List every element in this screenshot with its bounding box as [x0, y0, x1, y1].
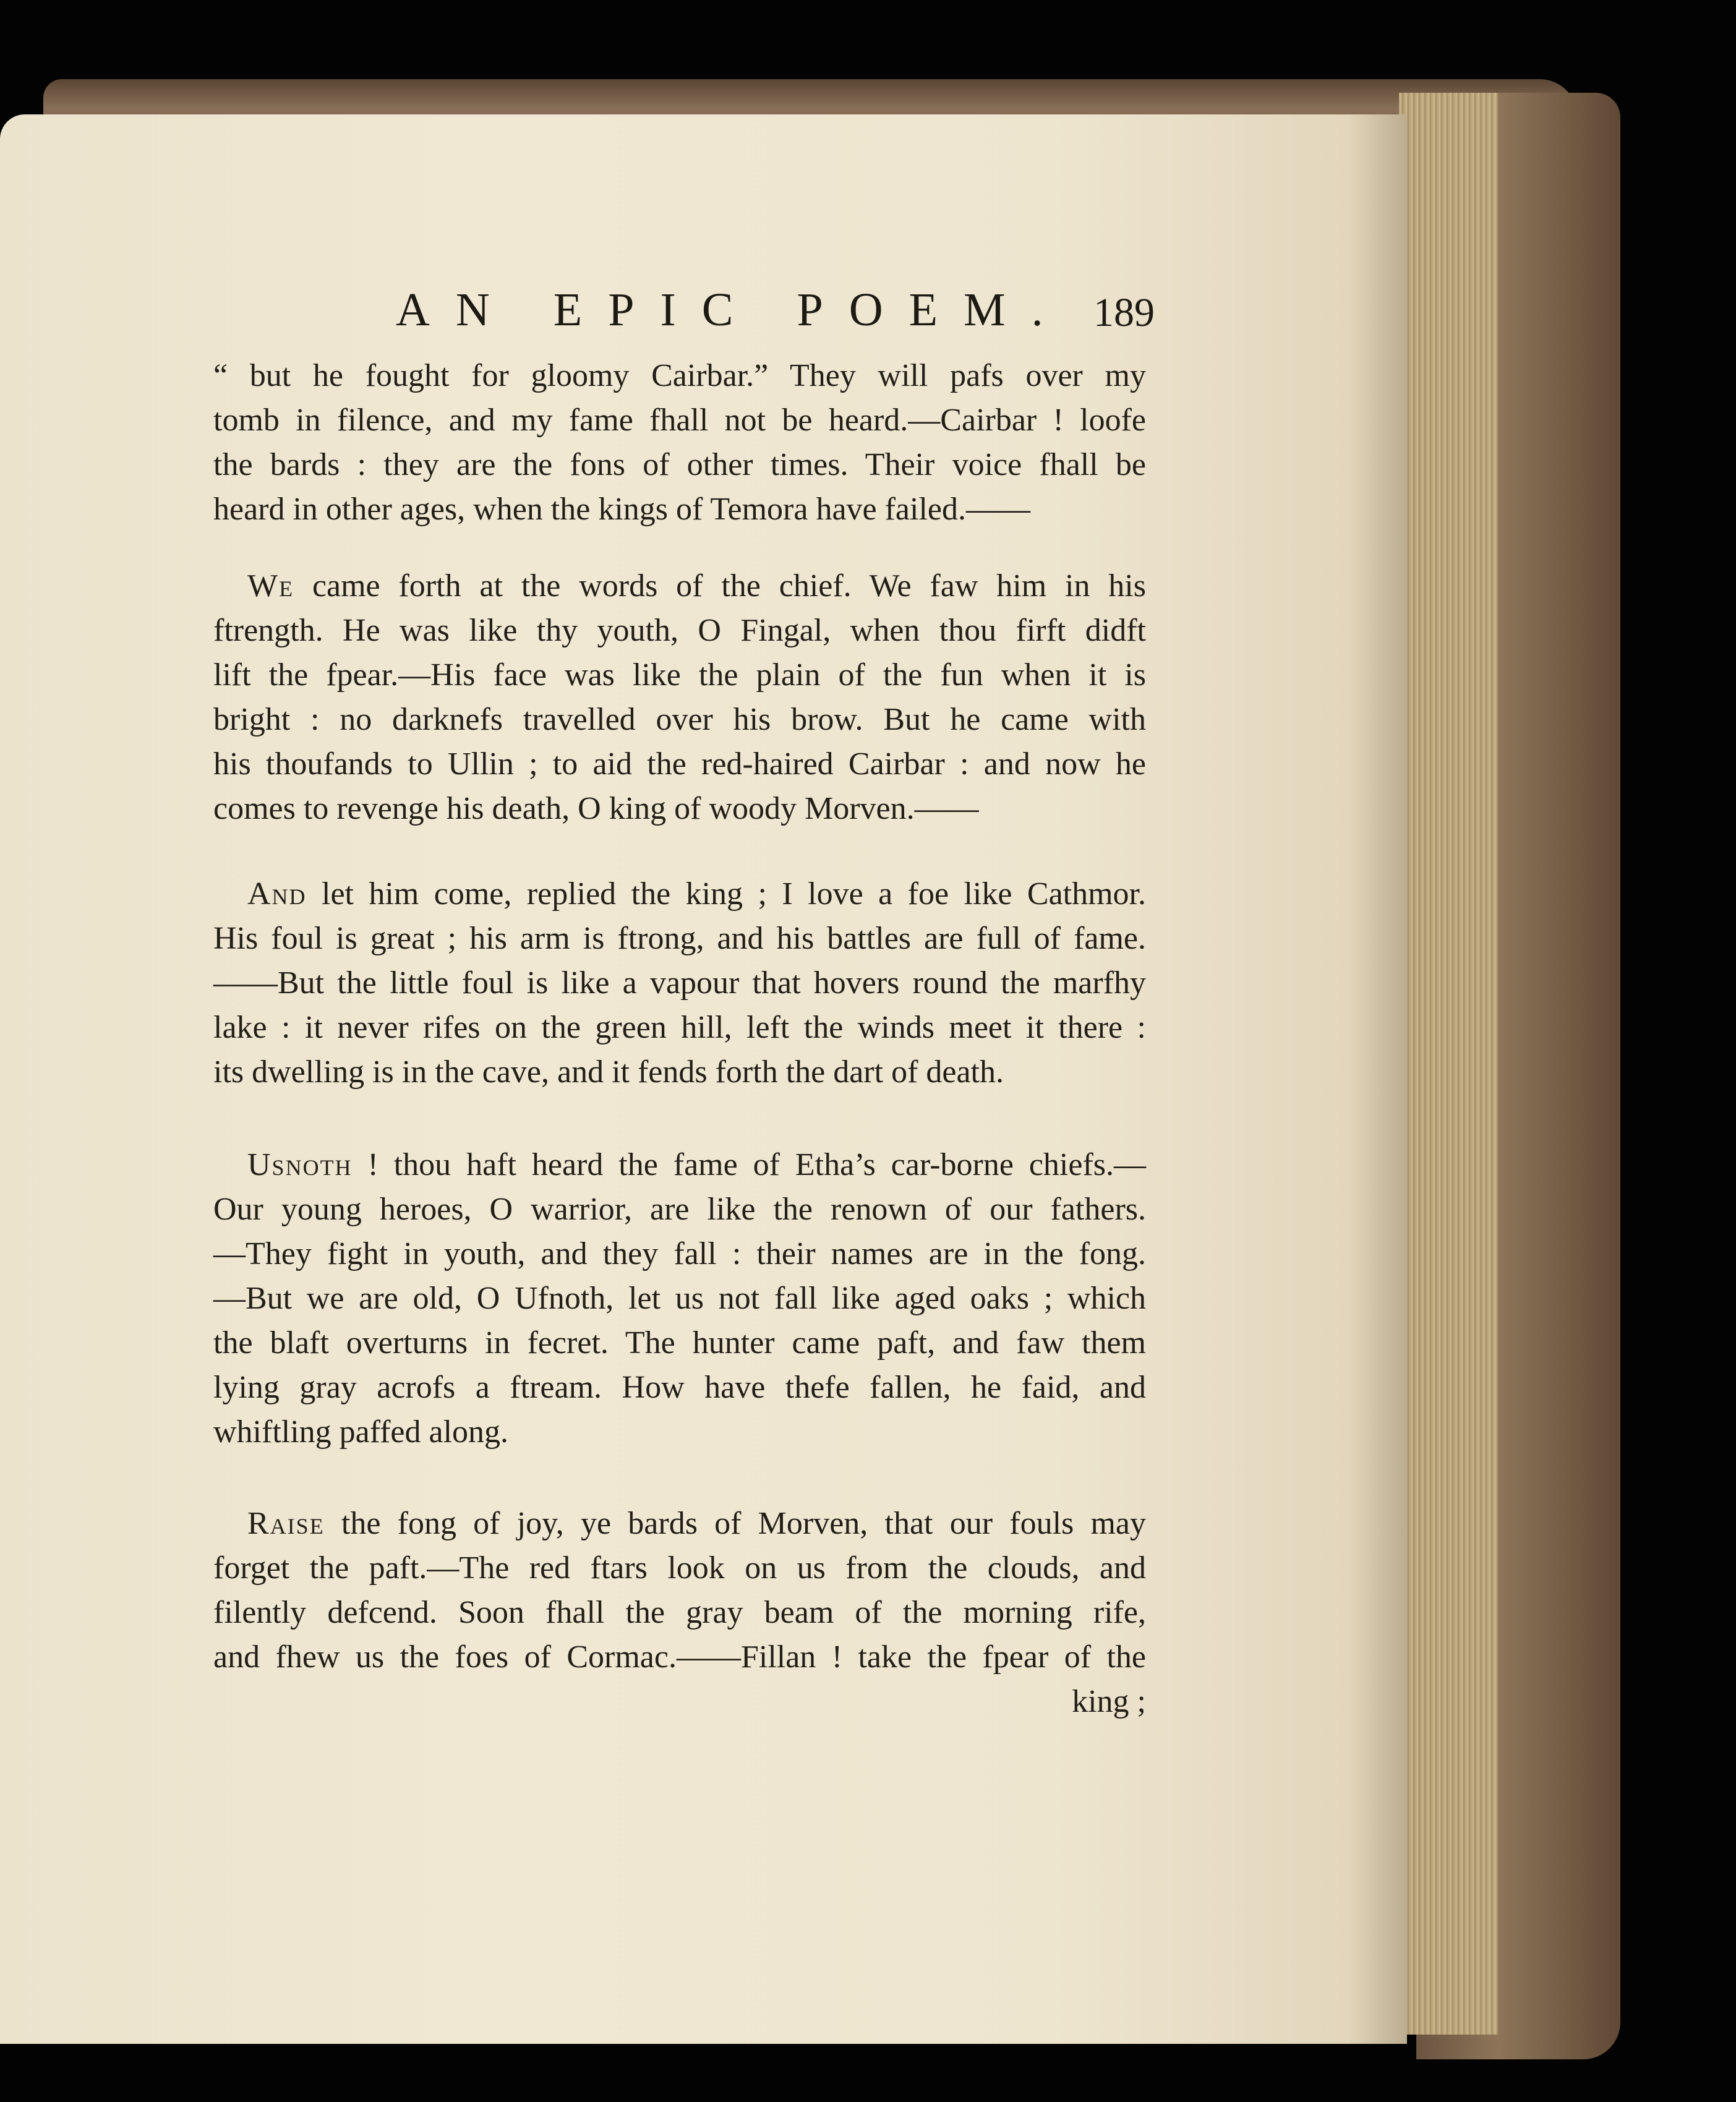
small-caps-lead: We — [247, 568, 294, 604]
page-number: 189 — [1093, 290, 1155, 335]
text-line: ——But the little foul is like a vapour that hovers round the marfhy — [213, 965, 1146, 1001]
text-line-rest: ! thou haft heard the fame of Etha’s car-borne chiefs.— — [352, 1147, 1146, 1182]
page-edges — [1399, 93, 1498, 2035]
text-line: filently defcend. Soon fhall the gray beam of the morning rife, — [213, 1595, 1146, 1630]
text-line: “ but he fought for gloomy Cairbar.” They will pafs over my — [213, 358, 1146, 393]
text-line: comes to revenge his death, O king of woody Morven.—— — [213, 791, 979, 826]
text-line: tomb in filence, and my fame fhall not be heard.—Cairbar ! loofe — [213, 403, 1146, 438]
text-line: the bards : they are the fons of other times. Their voice fhall be — [213, 447, 1146, 482]
text-line: His foul is great ; his arm is ftrong, and his battles are full of fame. — [213, 921, 1146, 956]
text-line: ftrength. He was like thy youth, O Fingal, when thou firft didft — [213, 613, 1146, 648]
small-caps-lead: And — [247, 876, 307, 912]
paragraph-first-line — [213, 1143, 1146, 1187]
paragraph-first-line — [213, 872, 1146, 916]
text-line: Our young heroes, O warrior, are like the renown of our fathers. — [213, 1192, 1146, 1227]
text-line: lying gray acrofs a ftream. How have thefe fallen, he faid, and — [213, 1370, 1146, 1405]
running-head-text: AN EPIC POEM. — [396, 284, 1069, 336]
catchword: king ; — [1072, 1684, 1146, 1719]
small-caps-lead: Raise — [247, 1506, 325, 1541]
paragraph-first-line — [213, 564, 1146, 609]
gutter-shadow — [1348, 114, 1407, 2044]
text-line-rest: came forth at the words of the chief. We faw him in his — [294, 568, 1146, 604]
text-line: —They fight in youth, and they fall : their names are in the fong. — [213, 1236, 1146, 1271]
text-line-rest: the fong of joy, ye bards of Morven, that our fouls may — [324, 1506, 1146, 1541]
text-line: lake : it never rifes on the green hill, left the winds meet it there : — [213, 1010, 1146, 1045]
text-line: —But we are old, O Ufnoth, let us not fall like aged oaks ; which — [213, 1281, 1146, 1316]
text-line: bright : no darknefs travelled over his brow. But he came with — [213, 702, 1146, 737]
running-head — [396, 283, 1069, 351]
text-line: whiftling paffed along. — [213, 1414, 509, 1450]
paragraph-first-line — [213, 1502, 1146, 1546]
text-line-rest: let him come, replied the king ; I love a foe like Cathmor. — [306, 876, 1146, 912]
text-line: heard in other ages, when the kings of Temora have failed.—— — [213, 492, 1030, 527]
text-line: lift the fpear.—His face was like the plain of the fun when it is — [213, 657, 1146, 693]
text-line: his thoufands to Ullin ; to aid the red-haired Cairbar : and now he — [213, 746, 1146, 782]
text-line: forget the paft.—The red ftars look on us from the clouds, and — [213, 1550, 1146, 1586]
text-line: the blaft overturns in fecret. The hunter came paft, and faw them — [213, 1325, 1146, 1361]
text-line: and fhew us the foes of Cormac.——Fillan ! take the fpear of the — [213, 1639, 1146, 1675]
small-caps-lead: Usnoth — [247, 1147, 353, 1182]
text-line: its dwelling is in the cave, and it fends forth the dart of death. — [213, 1054, 1004, 1090]
